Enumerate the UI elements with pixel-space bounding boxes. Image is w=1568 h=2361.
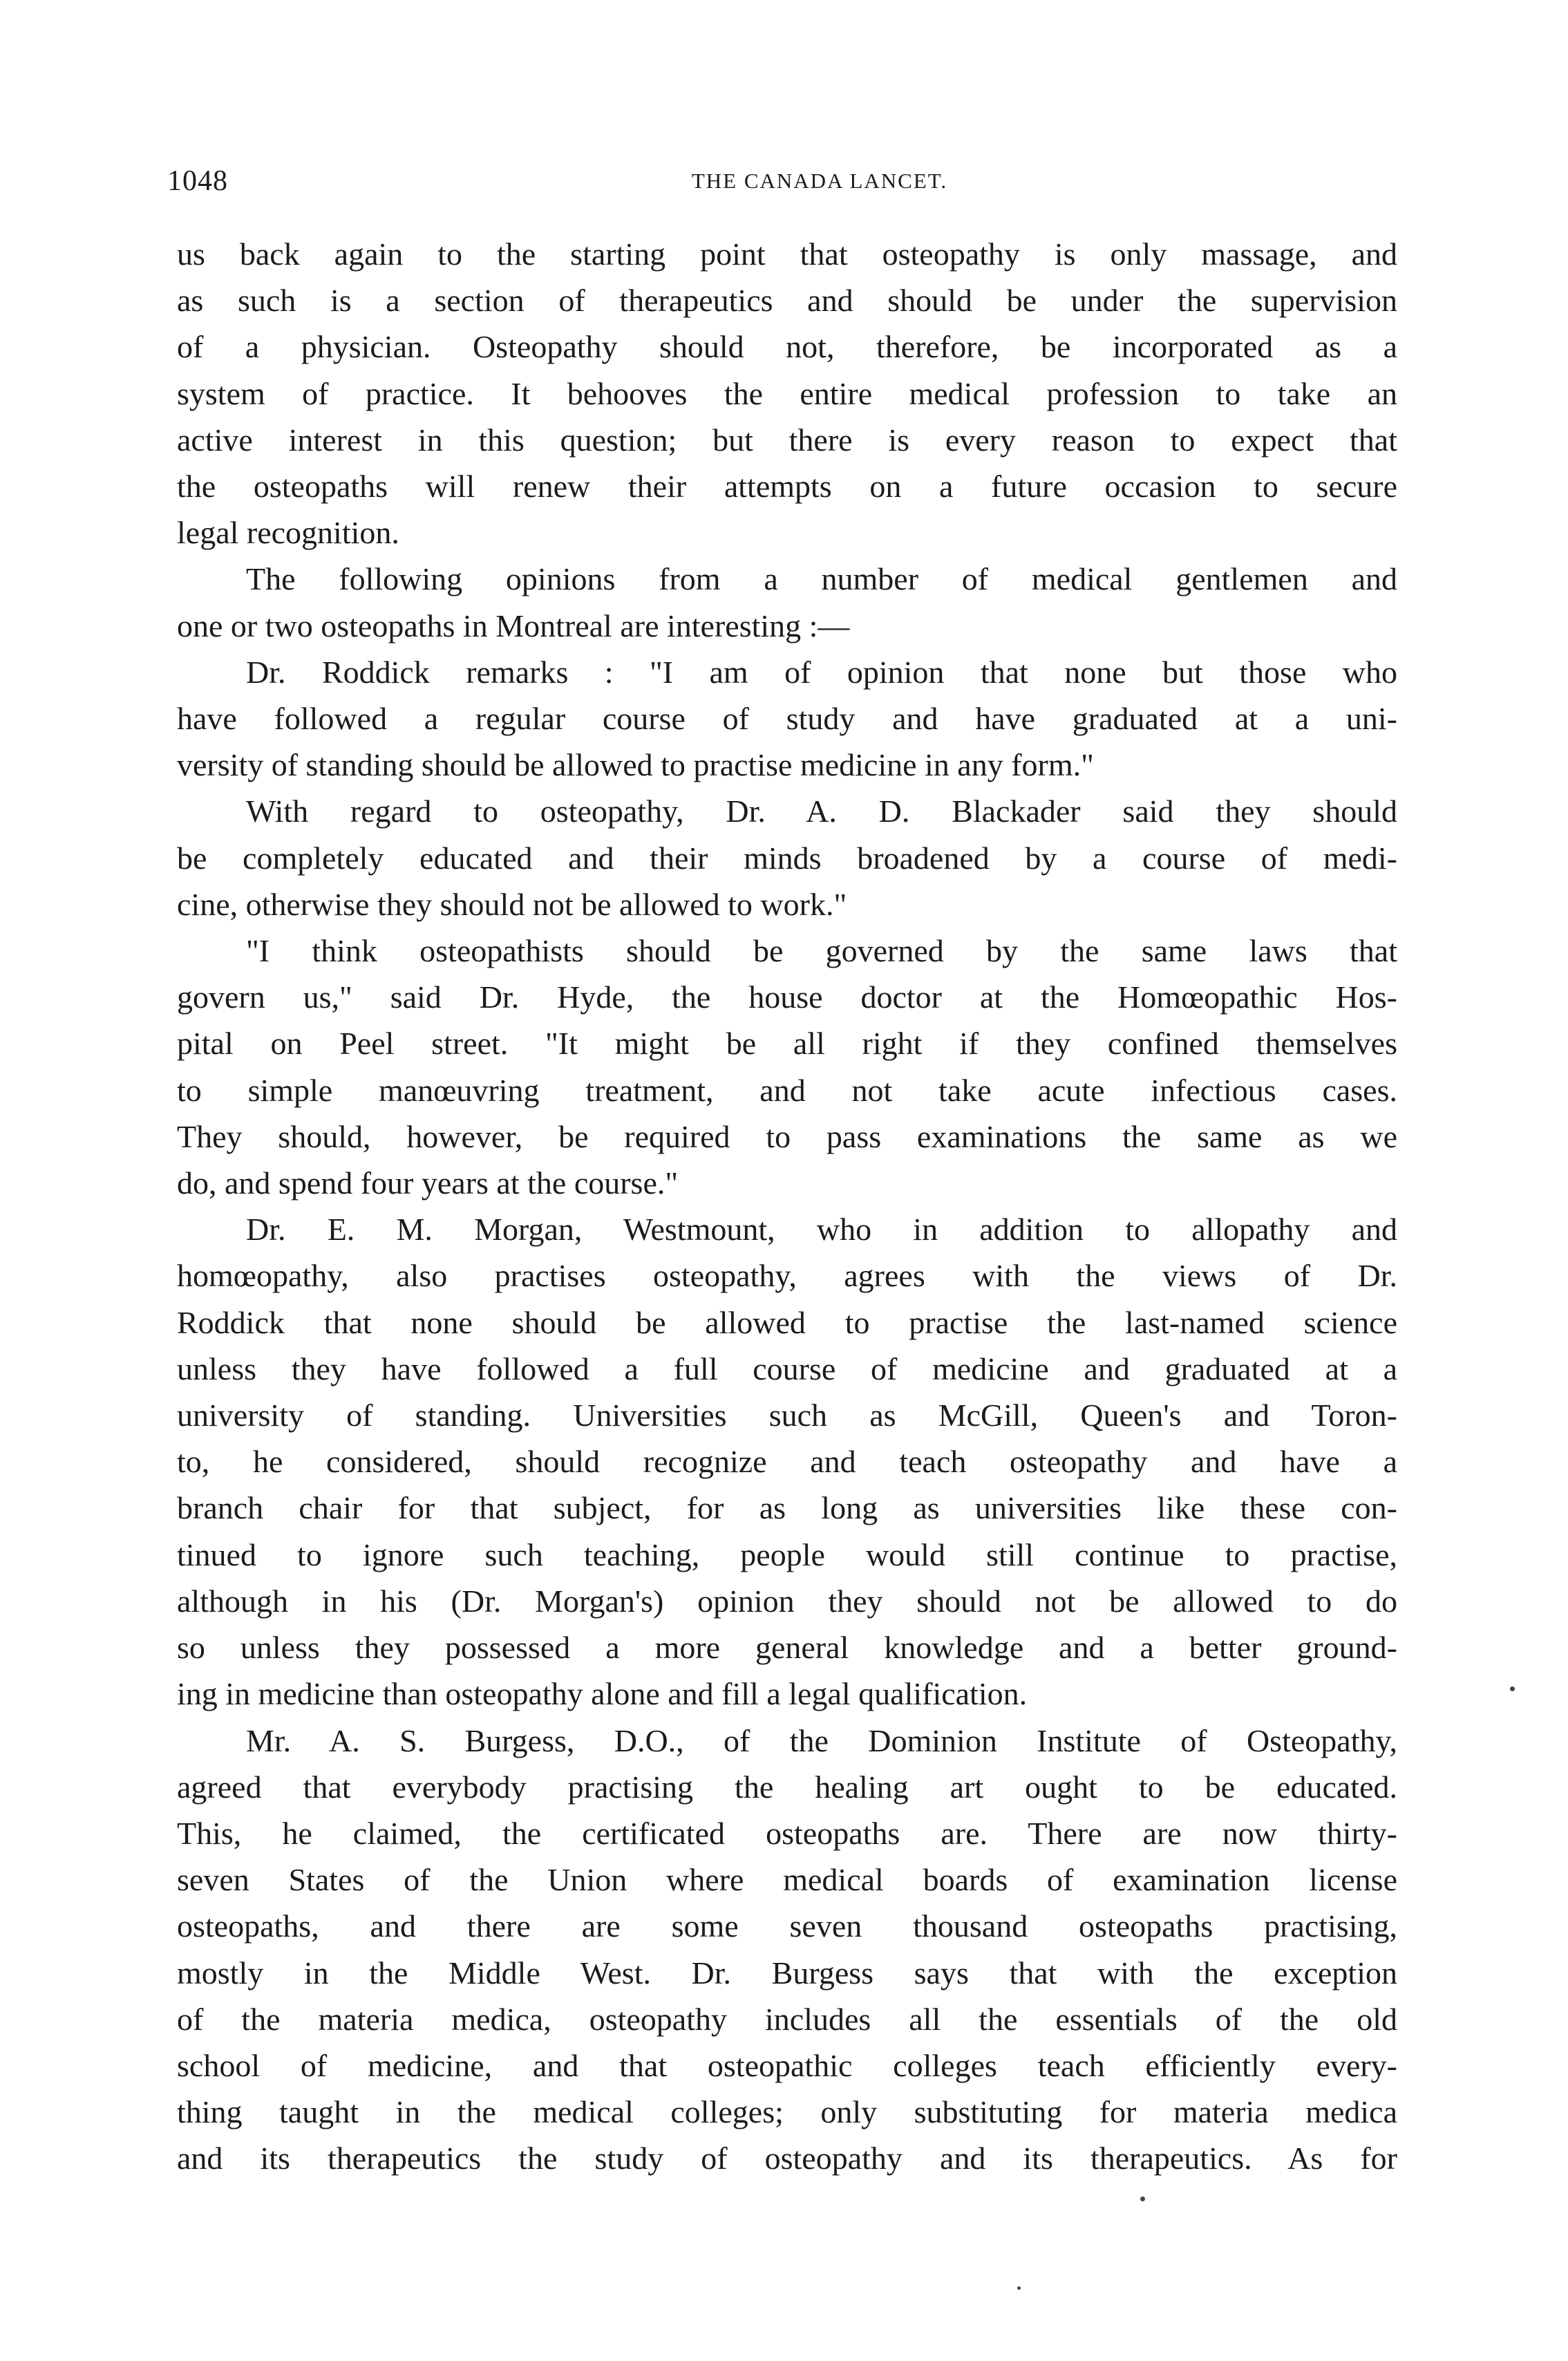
- text-line: "I think osteopathists should be governed by the same laws that: [246, 933, 1397, 969]
- text-line: cine, otherwise they should not be allowed to work.": [177, 886, 847, 922]
- text-line: active interest in this question; but there is every reason to expect that: [177, 422, 1397, 458]
- text-line: as such is a section of therapeutics and should be under the supervision: [177, 283, 1397, 319]
- text-line: The following opinions from a number of medical gentlemen and: [246, 561, 1397, 597]
- text-line: school of medicine, and that osteopathic colleges teach efficiently every-: [177, 2047, 1397, 2083]
- text-line: university of standing. Universities such as McGill, Queen's and Toron-: [177, 1398, 1397, 1433]
- text-line: system of practice. It behooves the entire medical profession to take an: [177, 375, 1397, 411]
- text-line: They should, however, be required to pass examinations the same as we: [177, 1118, 1397, 1154]
- text-line: do, and spend four years at the course.": [177, 1165, 679, 1201]
- scan-speck: [1510, 1686, 1515, 1691]
- text-line: seven States of the Union where medical boards of examination license: [177, 1862, 1397, 1898]
- text-line: With regard to osteopathy, Dr. A. D. Blackader said they should: [246, 793, 1397, 829]
- text-line: although in his (Dr. Morgan's) opinion they should not be allowed to do: [177, 1583, 1397, 1619]
- paragraph: [177, 231, 1397, 556]
- paragraph: [177, 556, 1397, 648]
- text-line: of a physician. Osteopathy should not, therefore, be incorporated as a: [177, 329, 1397, 365]
- paragraph: [177, 928, 1397, 1206]
- text-line: homœopathy, also practises osteopathy, agrees with the views of Dr.: [177, 1258, 1397, 1294]
- text-line: to simple manœuvring treatment, and not take acute infectious cases.: [177, 1072, 1397, 1108]
- body-text: [177, 231, 1397, 2182]
- page-header: [167, 160, 1396, 202]
- text-line: and its therapeutics the study of osteopathy and its therapeutics. As for: [177, 2141, 1397, 2176]
- text-line: pital on Peel street. "It might be all right if they confined themselves: [177, 1026, 1397, 1062]
- text-line: ing in medicine than osteopathy alone and fill a legal qualification.: [177, 1676, 1028, 1712]
- text-line: to, he considered, should recognize and teach osteopathy and have a: [177, 1444, 1397, 1480]
- text-line: so unless they possessed a more general knowledge and a better ground-: [177, 1630, 1397, 1666]
- paragraph: [177, 1718, 1397, 2182]
- text-line: Roddick that none should be allowed to practise the last-named science: [177, 1304, 1397, 1340]
- text-line: one or two osteopaths in Montreal are interesting :—: [177, 608, 850, 643]
- running-head: THE CANADA LANCET.: [691, 169, 948, 193]
- text-line: us back again to the starting point that osteopathy is only massage, and: [177, 236, 1397, 272]
- text-line: unless they have followed a full course of medicine and graduated at a: [177, 1351, 1397, 1386]
- page-number: 1048: [167, 165, 228, 197]
- text-line: Dr. Roddick remarks : "I am of opinion that none but those who: [246, 654, 1397, 690]
- paragraph: [177, 788, 1397, 928]
- paragraph: [177, 649, 1397, 789]
- text-line: versity of standing should be allowed to practise medicine in any form.": [177, 747, 1094, 783]
- text-line: osteopaths, and there are some seven thousand osteopaths practising,: [177, 1908, 1397, 1944]
- text-line: thing taught in the medical colleges; only substituting for materia medica: [177, 2094, 1397, 2130]
- text-line: of the materia medica, osteopathy includes all the essentials of the old: [177, 2001, 1397, 2037]
- text-line: agreed that everybody practising the healing art ought to be educated.: [177, 1769, 1397, 1805]
- text-line: tinued to ignore such teaching, people would still continue to practise,: [177, 1536, 1397, 1572]
- text-line: be completely educated and their minds broadened by a course of medi-: [177, 840, 1397, 876]
- paragraph: [177, 1206, 1397, 1717]
- text-line: legal recognition.: [177, 515, 399, 551]
- scan-speck: [1140, 2197, 1145, 2201]
- scan-speck: [1017, 2286, 1021, 2290]
- text-line: branch chair for that subject, for as long as universities like these con-: [177, 1490, 1397, 1526]
- text-line: Mr. A. S. Burgess, D.O., of the Dominion Institute of Osteopathy,: [246, 1722, 1397, 1758]
- text-line: the osteopaths will renew their attempts on a future occasion to secure: [177, 469, 1397, 505]
- text-line: have followed a regular course of study and have graduated at a uni-: [177, 701, 1397, 737]
- text-line: govern us," said Dr. Hyde, the house doctor at the Homœopathic Hos-: [177, 979, 1397, 1015]
- text-line: This, he claimed, the certificated osteopaths are. There are now thirty-: [177, 1815, 1397, 1851]
- text-line: mostly in the Middle West. Dr. Burgess says that with the exception: [177, 1955, 1397, 1991]
- text-line: Dr. E. M. Morgan, Westmount, who in addition to allopathy and: [246, 1212, 1397, 1248]
